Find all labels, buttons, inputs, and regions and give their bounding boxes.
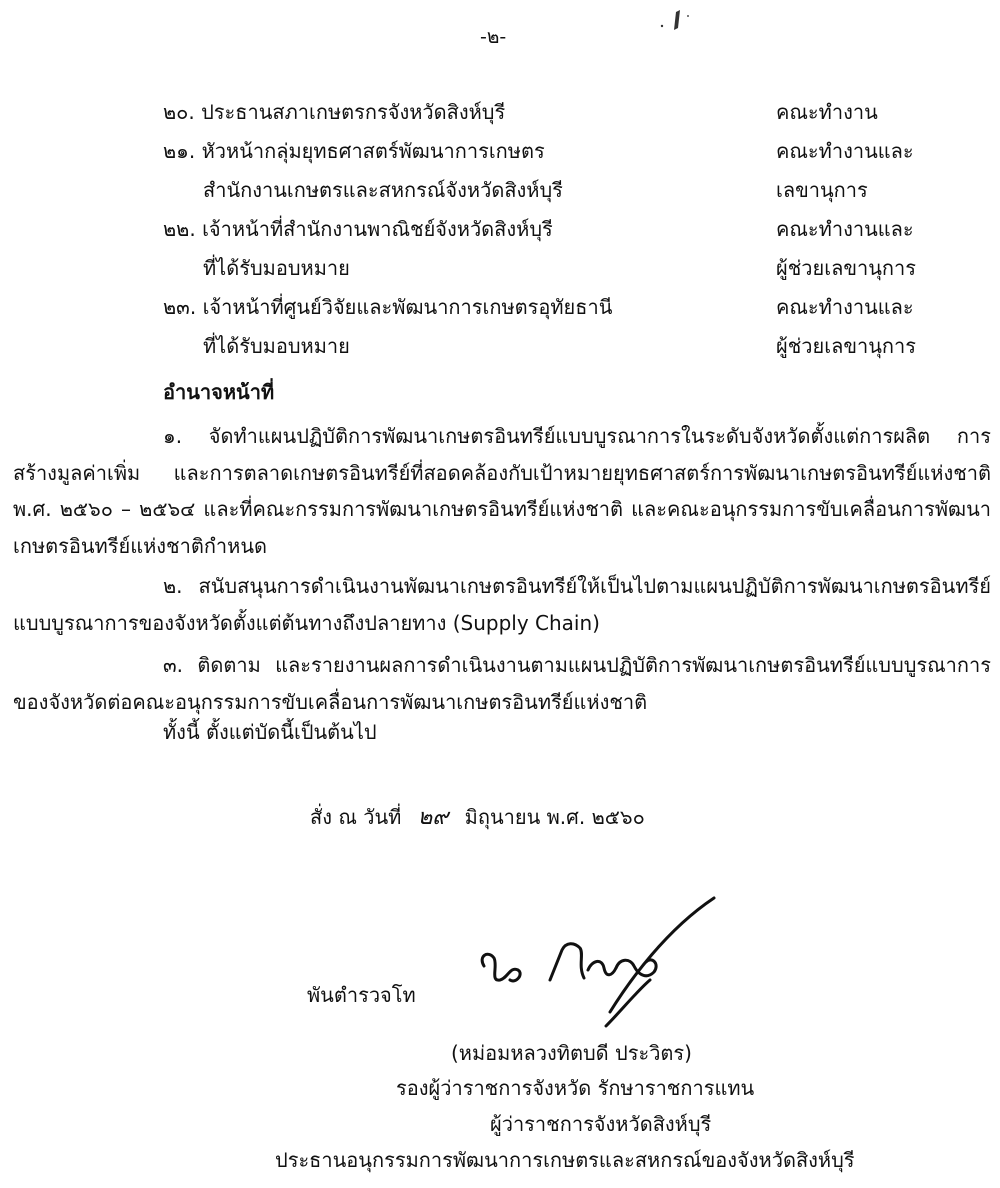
member-23-name-cont: ที่ได้รับมอบหมาย	[203, 334, 350, 358]
page-number: -๒-	[480, 26, 507, 48]
order-date-month-year: มิถุนายน พ.ศ. ๒๕๖๐	[464, 805, 645, 829]
duty-item-1: ๑. จัดทำแผนปฏิบัติการพัฒนาเกษตรอินทรีย์แบบบูรณาการในระดับจังหวัดตั้งแต่การผลิต การสร้างมูลค่าเพิ่ม และการตลาดเกษตรอินทรีย์ที่สอดคล้องกับเป้าหมายยุทธศาสตร์การพัฒนาเกษตรอินทรีย์แห่งชาติ พ.ศ. ๒๕๖๐ – ๒๕๖๔ และที่คณะกรรมการพัฒนาเกษตรอินทรีย์แห่งชาติ และคณะอนุกรรมการขับเคลื่อนการพัฒนาเกษตรอินทรีย์แห่งชาติกำหนด	[13, 424, 991, 558]
member-22-name-cont: ที่ได้รับมอบหมาย	[203, 256, 350, 280]
signatory-title-1: รองผู้ว่าราชการจังหวัด รักษาราชการแทน	[396, 1076, 755, 1100]
member-20-name: ๒๐. ประธานสภาเกษตรกรจังหวัดสิงห์บุรี	[163, 100, 506, 124]
member-21-name: ๒๑. หัวหน้ากลุ่มยุทธศาสตร์พัฒนาการเกษตร	[163, 139, 545, 163]
member-21-name-cont: สำนักงานเกษตรและสหกรณ์จังหวัดสิงห์บุรี	[203, 178, 563, 202]
scan-mark	[656, 6, 696, 32]
signatory-title-3: ประธานอนุกรรมการพัฒนาการเกษตรและสหกรณ์ของจังหวัดสิงห์บุรี	[275, 1148, 855, 1172]
member-22-role: คณะทำงานและ	[776, 217, 914, 241]
signatory-name: (หม่อมหลวงทิตบดี ประวิตร)	[451, 1041, 692, 1065]
closing-statement: ทั้งนี้ ตั้งแต่บัดนี้เป็นต้นไป	[163, 720, 377, 744]
signatory-rank: พันตำรวจโท	[307, 983, 416, 1007]
member-23-role: คณะทำงานและ	[776, 295, 914, 319]
order-date-prefix: สั่ง ณ วันที่	[310, 805, 402, 829]
member-21-role-cont: เลขานุการ	[776, 178, 868, 202]
duties-heading: อำนาจหน้าที่	[163, 380, 275, 404]
member-23-role-cont: ผู้ช่วยเลขานุการ	[776, 334, 916, 358]
duty-item-2: ๒. สนับสนุนการดำเนินงานพัฒนาเกษตรอินทรีย์ให้เป็นไปตามแผนปฏิบัติการพัฒนาเกษตรอินทรีย์แบบบูรณาการของจังหวัดตั้งแต่ต้นทางถึงปลายทาง (Supply Chain)	[13, 574, 991, 635]
member-22-role-cont: ผู้ช่วยเลขานุการ	[776, 256, 916, 280]
order-date-day: ๒๙	[417, 805, 449, 830]
signatory-title-2: ผู้ว่าราชการจังหวัดสิงห์บุรี	[490, 1112, 712, 1136]
member-21-role: คณะทำงานและ	[776, 139, 914, 163]
duty-item-3: ๓. ติดตาม และรายงานผลการดำเนินงานตามแผนปฏิบัติการพัฒนาเกษตรอินทรีย์แบบบูรณาการของจังหวัดต่อคณะอนุกรรมการขับเคลื่อนการพัฒนาเกษตรอินทรีย์แห่งชาติ	[13, 653, 991, 714]
member-22-name: ๒๒. เจ้าหน้าที่สำนักงานพาณิชย์จังหวัดสิงห์บุรี	[163, 217, 553, 241]
member-23-name: ๒๓. เจ้าหน้าที่ศูนย์วิจัยและพัฒนาการเกษตรอุทัยธานี	[163, 295, 613, 319]
member-20-role: คณะทำงาน	[776, 100, 878, 124]
order-date	[310, 800, 645, 835]
handwritten-signature	[470, 870, 750, 1050]
